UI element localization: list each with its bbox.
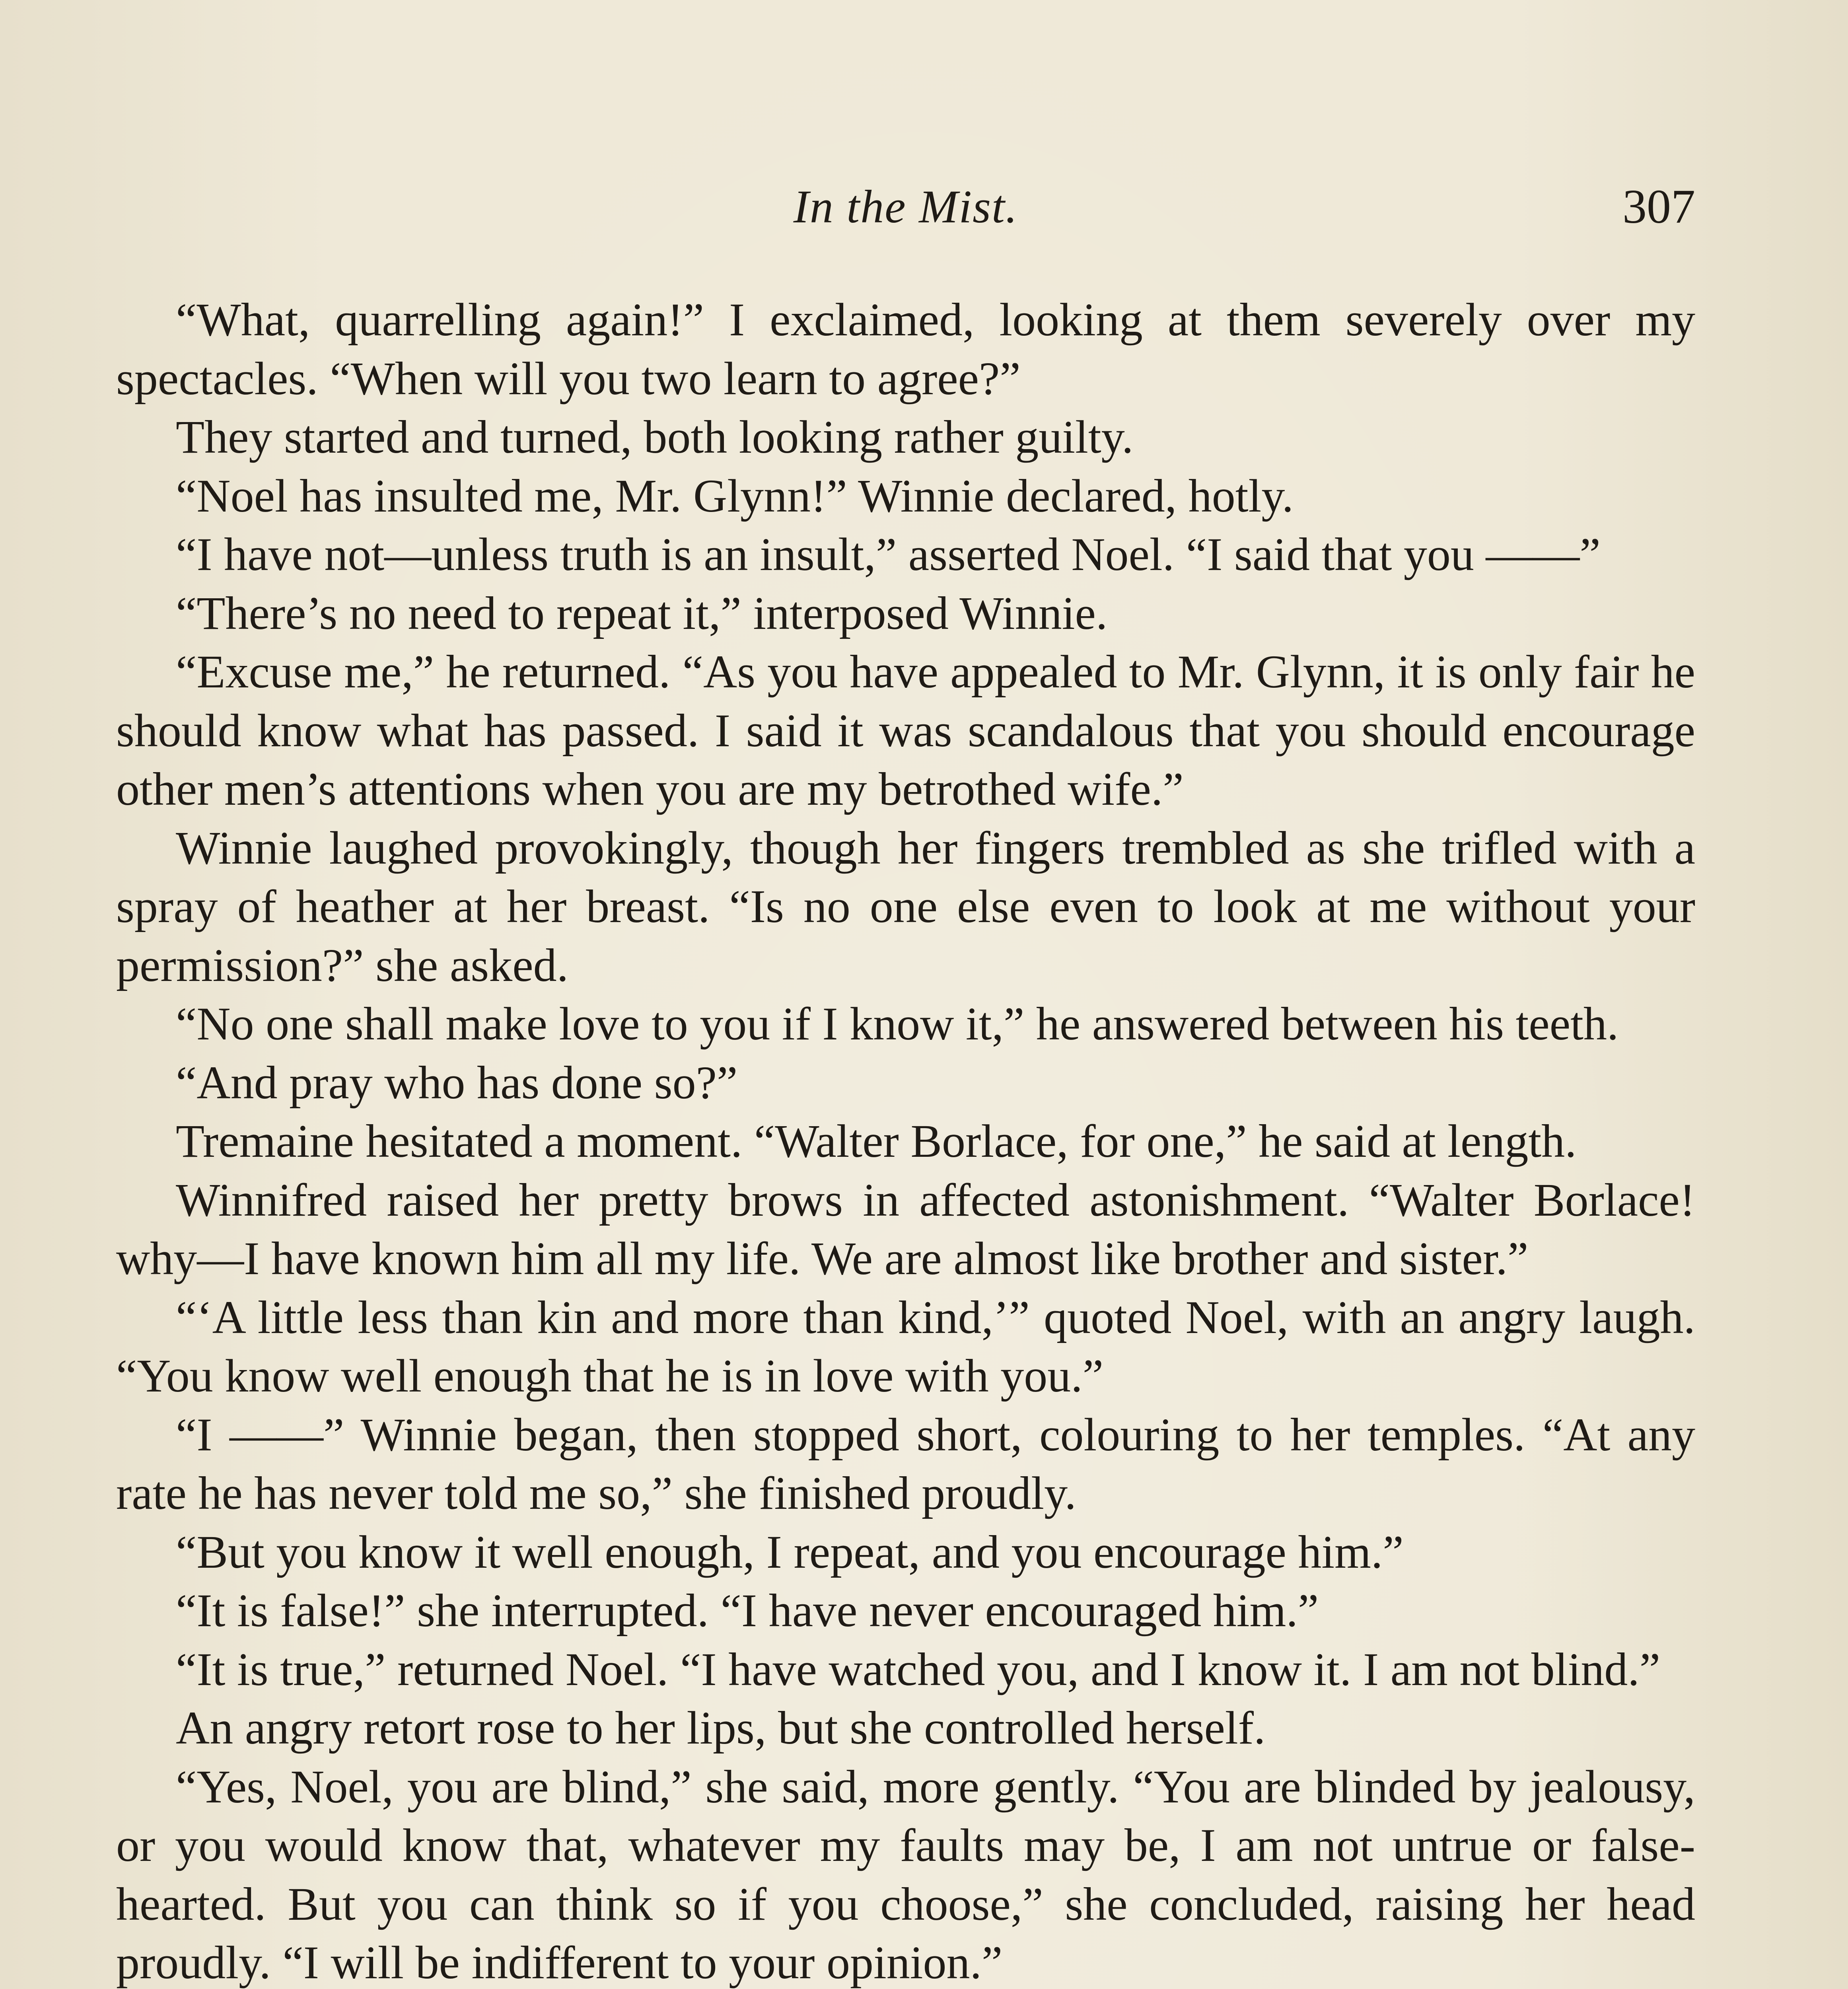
paragraph: “Excuse me,” he returned. “As you have appealed to Mr. Glynn, it is only fair he should know what has passed. I said it was scandalous that you should encourage other men’s attentions when you are my betrothed wife.” [116, 646, 1695, 815]
paragraph: They started and turned, both looking rather guilty. [176, 411, 1134, 463]
body-text [116, 290, 1695, 1989]
paragraph: “I ——” Winnie began, then stopped short, colouring to her temples. “At any rate he has never told me so,” she finished proudly. [116, 1408, 1695, 1519]
paragraph: “‘A little less than kin and more than kind,’” quoted Noel, with an angry laugh. “You know well enough that he is in love with you.” [116, 1291, 1695, 1402]
paragraph: Winnifred raised her pretty brows in affected astonishment. “Walter Borlace! why—I have known him all my life. We are almost like brother and sister.” [116, 1174, 1695, 1284]
paragraph: Tremaine hesitated a moment. “Walter Borlace, for one,” he said at length. [176, 1115, 1577, 1167]
paragraph: “There’s no need to repeat it,” interposed Winnie. [176, 587, 1108, 639]
paragraph: “No one shall make love to you if I know it,” he answered between his teeth. [176, 998, 1619, 1050]
paragraph: An angry retort rose to her lips, but she controlled herself. [176, 1702, 1266, 1754]
paragraph: “Yes, Noel, you are blind,” she said, more gently. “You are blinded by jealousy, or you would know that, whatever my faults may be, I am not untrue or false-hearted. But you can think so if you choose,” she concluded, raising her head proudly. “I will be indifferent to your opinion.” [116, 1760, 1695, 1989]
page-number: 307 [1622, 180, 1695, 234]
paragraph: “Noel has insulted me, Mr. Glynn!” Winnie declared, hotly. [176, 469, 1294, 522]
paragraph: “And pray who has done so?” [176, 1056, 738, 1109]
paragraph: “But you know it well enough, I repeat, and you encourage him.” [176, 1526, 1404, 1578]
running-head: In the Mist. [793, 181, 1018, 233]
paragraph: “What, quarrelling again!” I exclaimed, looking at them severely over my spectacles. “When will you two learn to agree?” [116, 294, 1695, 405]
paragraph: “I have not—unless truth is an insult,” asserted Noel. “I said that you ——” [176, 528, 1601, 580]
paragraph: “It is false!” she interrupted. “I have never encouraged him.” [176, 1584, 1319, 1637]
paragraph: “It is true,” returned Noel. “I have watched you, and I know it. I am not blind.” [176, 1643, 1661, 1695]
paragraph: Winnie laughed provokingly, though her fingers trembled as she trifled with a spray of heather at her breast. “Is no one else even to look at me without your permission?” she asked. [116, 821, 1695, 991]
page-header [116, 175, 1695, 239]
